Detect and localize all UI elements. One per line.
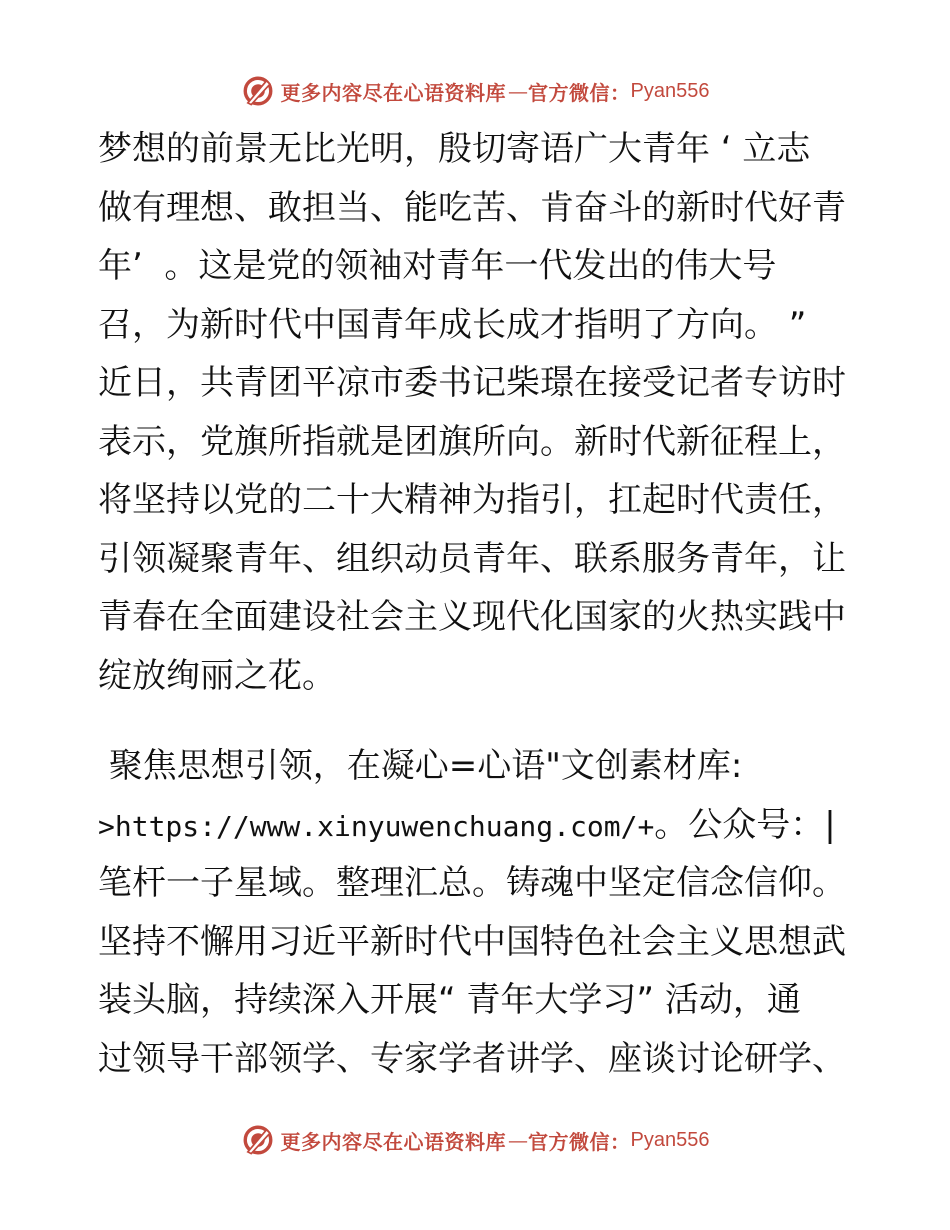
paragraph1-line: 近日，共青团平凉市委书记柴璟在接受记者专访时 (98, 363, 846, 403)
footer-slogan: 更多内容尽在心语资料库 (280, 1129, 507, 1154)
paragraph2-url-line (98, 796, 878, 855)
footer-wechat-id: Pyan556 (630, 1128, 710, 1151)
paragraph2-line: 坚持不懈用习近平新时代中国特色社会主义思想武 (98, 921, 846, 962)
paragraph1-line: 年’ 。这是党的领袖对青年一代发出的伟大号 (98, 246, 777, 286)
paragraph2-first-line: 聚焦思想引领，在凝心=心语"文创素材库: (98, 746, 743, 786)
document-body (98, 120, 878, 1088)
paragraph1-line: 表示，党旗所指就是团旗所向。新时代新征程上， (98, 421, 846, 462)
footer-dash: — (508, 1128, 527, 1152)
header-wechat-id: Pyan556 (630, 79, 710, 102)
paragraph1-line: 做有理想、敢担当、能吃苦、肯奋斗的新时代好青 (98, 187, 846, 228)
pen-logo-icon (241, 1123, 275, 1157)
paragraph1-line: 将坚持以党的二十大精神为指引，扛起时代责任， (98, 480, 846, 520)
header-slogan: 更多内容尽在心语资料库 (280, 80, 507, 105)
paragraph1-line: 青春在全面建设社会主义现代化国家的火热实践中 (98, 597, 846, 637)
paragraph2-line: 笔杆一子星域。整理汇总。铸魂中坚定信念信仰。 (98, 863, 846, 903)
pen-logo-icon (241, 74, 275, 108)
footer-watermark (0, 1120, 950, 1160)
paragraph2-line: 过领导干部领学、专家学者讲学、座谈讨论研学、 (98, 1038, 846, 1079)
url-text: >https://www.xinyuwenchuang.com/+ (98, 809, 655, 843)
header-wechat-label: 官方微信： (528, 80, 631, 105)
footer-wechat-label: 官方微信： (528, 1129, 631, 1154)
header-watermark (0, 71, 950, 111)
paragraph1-line: 召，为新时代中国青年成长成才指明了方向。 ” (98, 304, 807, 345)
header-dash: — (508, 79, 527, 103)
paragraph1-line: 梦想的前景无比光明，殷切寄语广大青年 ‘ 立志 (98, 129, 811, 169)
paragraph2-line: 装头脑，持续深入开展“ 青年大学习” 活动，通 (98, 980, 801, 1020)
url-line-rest: 。公众号：| (654, 804, 836, 845)
paragraph1-line: 引领凝聚青年、组织动员青年、联系服务青年，让 (98, 538, 846, 579)
paragraph1-line: 绽放绚丽之花。 (98, 655, 336, 696)
